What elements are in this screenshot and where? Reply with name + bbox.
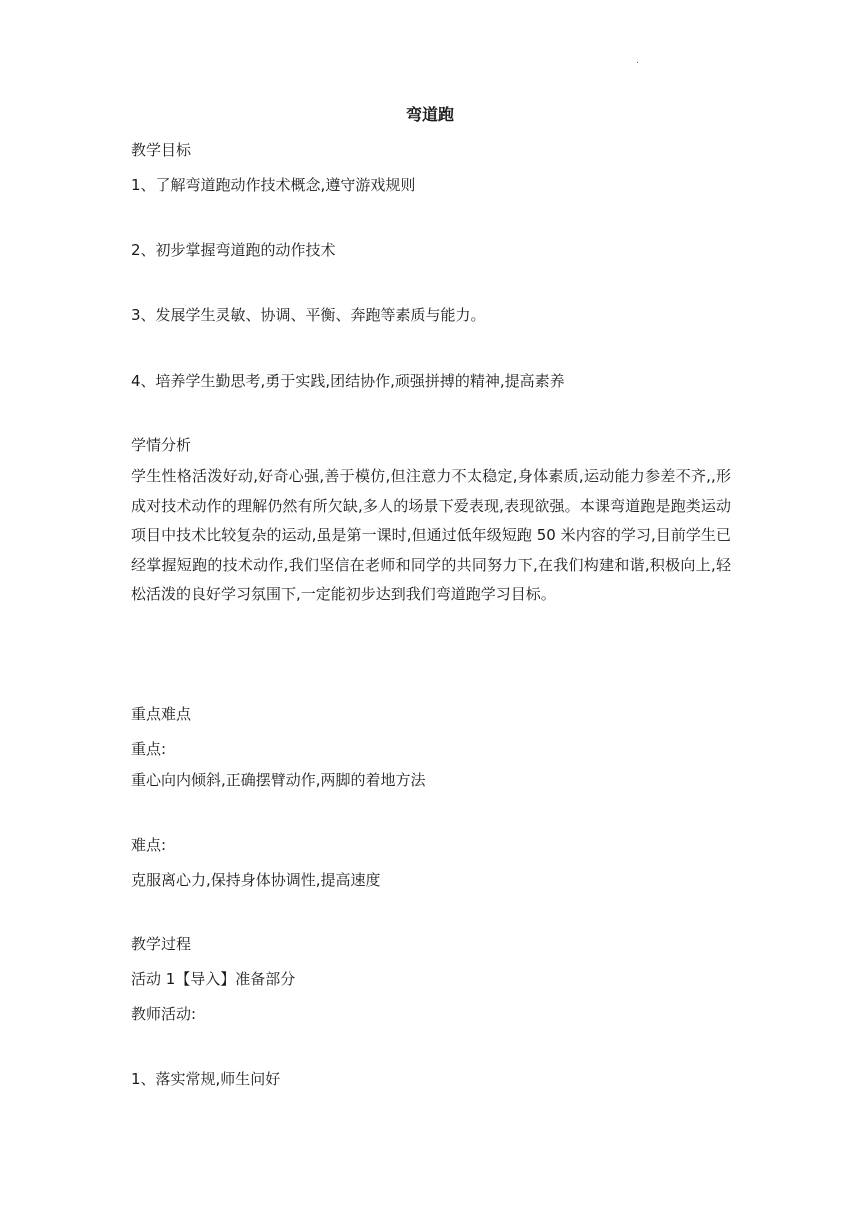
focus-label: 重点:	[131, 740, 167, 758]
key-points-heading: 重点难点	[131, 705, 192, 723]
analysis-paragraph: 学生性格活泼好动,好奇心强,善于模仿,但注意力不太稳定,身体素质,运动能力参差不齐,,形成对技术动作的理解仍然有所欠缺,多人的场景下爱表现,表现欲强。本课弯道跑是跑类运动项目中技术比较复杂的运动,虽是第一课时,但通过低年级短跑 50 米内容的学习,目前学生已经掌握短跑的技术动作,我们坚信在老师和同学的共同努力下,在我们构建和谐,积极向上,轻松活泼的良好学习氛围下,一定能初步达到我们弯道跑学习目标。	[131, 467, 731, 604]
teacher-activity-label: 教师活动:	[131, 1005, 197, 1023]
focus-text: 重心向内倾斜,正确摆臂动作,两脚的着地方法	[131, 771, 426, 789]
process-heading: 教学过程	[131, 935, 192, 953]
process-step-1: 1、落实常规,师生问好	[131, 1070, 281, 1088]
objectives-heading: 教学目标	[131, 141, 192, 159]
difficulty-label: 难点:	[131, 836, 167, 854]
page-mark: .	[636, 56, 639, 66]
objective-item-1: 1、了解弯道跑动作技术概念,遵守游戏规则	[131, 176, 416, 194]
activity-title: 活动 1【导入】准备部分	[131, 970, 296, 988]
analysis-heading: 学情分析	[131, 436, 192, 454]
objective-item-2: 2、初步掌握弯道跑的动作技术	[131, 241, 336, 259]
difficulty-text: 克服离心力,保持身体协调性,提高速度	[131, 871, 381, 889]
objective-item-3: 3、发展学生灵敏、协调、平衡、奔跑等素质与能力。	[131, 306, 486, 324]
objective-item-4: 4、培养学生勤思考,勇于实践,团结协作,顽强拼搏的精神,提高素养	[131, 372, 565, 390]
document-title: 弯道跑	[405, 105, 454, 124]
